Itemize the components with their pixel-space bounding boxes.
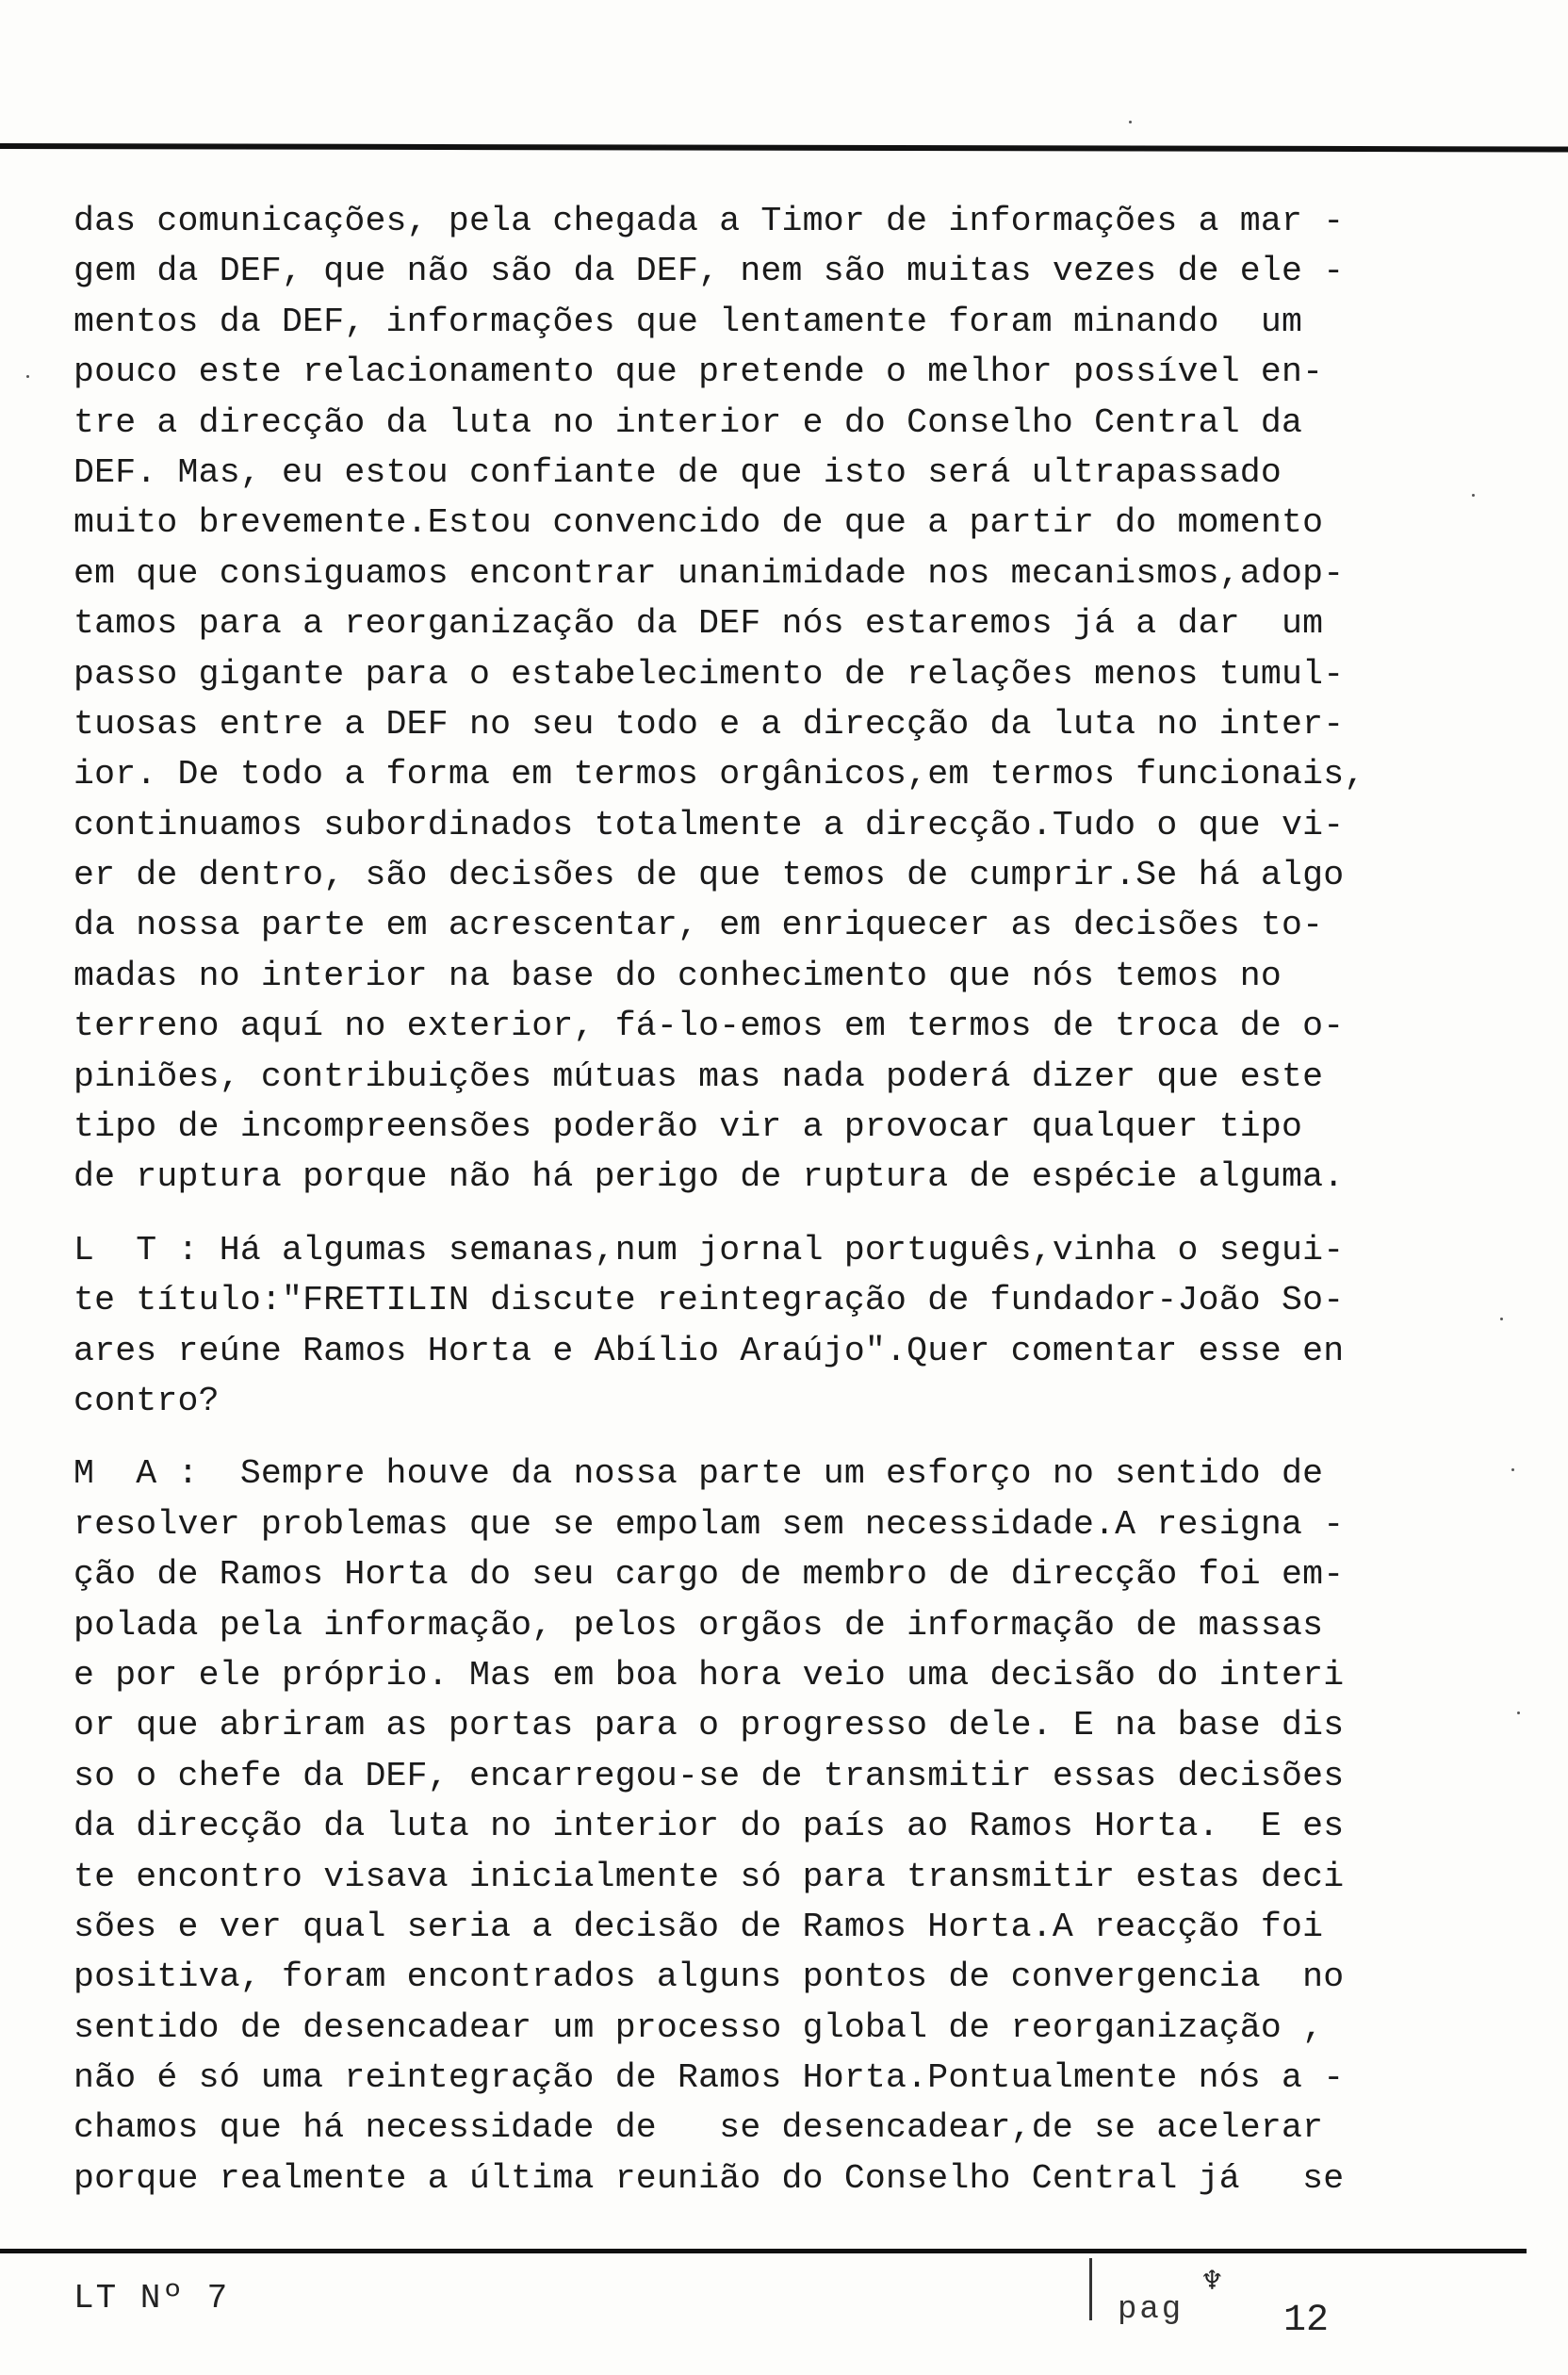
text-line: or que abriram as portas para o progresso dele. E na base dis	[74, 1706, 1345, 1745]
text-line: positiva, foram encontrados alguns pontos de convergencia no	[74, 1957, 1345, 1997]
text-line: das comunicações, pela chegada a Timor de informações a mar -	[74, 202, 1345, 240]
scan-speck	[1511, 1468, 1514, 1471]
text-line: ares reúne Ramos Horta e Abílio Araújo".Quer comentar esse en	[74, 1331, 1345, 1370]
scan-speck	[1517, 1712, 1520, 1714]
footer-issue-label: LT Nº 7	[74, 2279, 230, 2318]
text-line: polada pela informação, pelos orgãos de informação de massas	[74, 1605, 1324, 1645]
text-line: e por ele próprio. Mas em boa hora veio uma decisão do interi	[74, 1655, 1345, 1695]
text-line: tre a direcção da luta no interior e do Conselho Central da	[74, 402, 1303, 442]
text-line: passo gigante para o estabelecimento de relações menos tumul-	[74, 654, 1345, 694]
text-line: sões e ver qual seria a decisão de Ramos Horta.A reacção foi	[74, 1907, 1324, 1946]
text-line: M A : Sempre houve da nossa parte um esforço no sentido de	[74, 1454, 1324, 1494]
text-line: não é só uma reintegração de Ramos Horta.Pontualmente nós a -	[74, 2058, 1345, 2098]
paragraph-2-question	[74, 1225, 1459, 1427]
footer-page-number: 12	[1283, 2300, 1330, 2342]
text-line: da nossa parte em acrescentar, em enriquecer as decisões to-	[74, 906, 1324, 945]
text-line: DEF. Mas, eu estou confiante de que isto será ultrapassado	[74, 452, 1282, 492]
paragraph-spacer	[74, 1203, 1459, 1225]
text-line: ção de Ramos Horta do seu cargo de membro de direcção foi em-	[74, 1555, 1345, 1595]
body-text	[74, 196, 1459, 2203]
text-line: tamos para a reorganização da DEF nós estaremos já a dar um	[74, 604, 1324, 644]
scan-speck	[1472, 494, 1475, 497]
scan-speck	[1129, 121, 1132, 123]
paragraph-3-answer	[74, 1449, 1459, 2203]
text-line: da direcção da luta no interior do país ao Ramos Horta. E es	[74, 1807, 1345, 1846]
text-line: te título:"FRETILIN discute reintegração de fundador-João So-	[74, 1281, 1345, 1320]
scan-speck	[1500, 1318, 1503, 1320]
text-line: muito brevemente.Estou convencido de que a partir do momento	[74, 503, 1324, 543]
text-line: er de dentro, são decisões de que temos de cumprir.Se há algo	[74, 856, 1345, 895]
text-line: terreno aquí no exterior, fá-lo-emos em termos de troca de o-	[74, 1007, 1345, 1046]
text-line: piniões, contribuições mútuas mas nada poderá dizer que este	[74, 1056, 1324, 1096]
text-line: chamos que há necessidade de se desencadear,de se acelerar	[74, 2108, 1324, 2148]
text-line: porque realmente a última reunião do Conselho Central já se	[74, 2158, 1345, 2198]
text-line: te encontro visava inicialmente só para transmitir estas deci	[74, 1857, 1345, 1896]
footer-divider	[1089, 2258, 1092, 2320]
text-line: mentos da DEF, informações que lentamente foram minando um	[74, 302, 1303, 341]
text-line: madas no interior na base do conhecimento que nós temos no	[74, 956, 1282, 995]
text-line: sentido de desencadear um processo global de reorganização ,	[74, 2007, 1324, 2047]
text-line: contro?	[74, 1381, 220, 1420]
text-line: tuosas entre a DEF no seu todo e a direcção da luta no inter-	[74, 704, 1345, 744]
paragraph-spacer	[74, 1426, 1459, 1449]
scan-speck	[26, 375, 29, 378]
top-rule	[0, 143, 1568, 152]
bottom-rule	[0, 2249, 1527, 2253]
text-line: de ruptura porque não há perigo de ruptura de espécie alguma.	[74, 1157, 1345, 1197]
text-line: continuamos subordinados totalmente a direcção.Tudo o que vi-	[74, 805, 1345, 844]
text-line: ior. De todo a forma em termos orgânicos,em termos funcionais,	[74, 755, 1365, 794]
text-line: pouco este relacionamento que pretende o melhor possível en-	[74, 352, 1324, 392]
text-line: gem da DEF, que não são da DEF, nem são muitas vezes de ele -	[74, 252, 1345, 291]
text-line: so o chefe da DEF, encarregou-se de transmitir essas decisões	[74, 1756, 1345, 1795]
footer-page-label: pag	[1118, 2292, 1184, 2328]
footer-mark: ♆	[1202, 2266, 1222, 2301]
text-line: L T : Há algumas semanas,num jornal português,vinha o segui-	[74, 1230, 1345, 1269]
text-line: resolver problemas que se empolam sem necessidade.A resigna -	[74, 1504, 1345, 1544]
paragraph-1	[74, 196, 1459, 1203]
text-line: tipo de incompreensões poderão vir a provocar qualquer tipo	[74, 1107, 1303, 1147]
text-line: em que consiguamos encontrar unanimidade nos mecanismos,adop-	[74, 553, 1345, 593]
